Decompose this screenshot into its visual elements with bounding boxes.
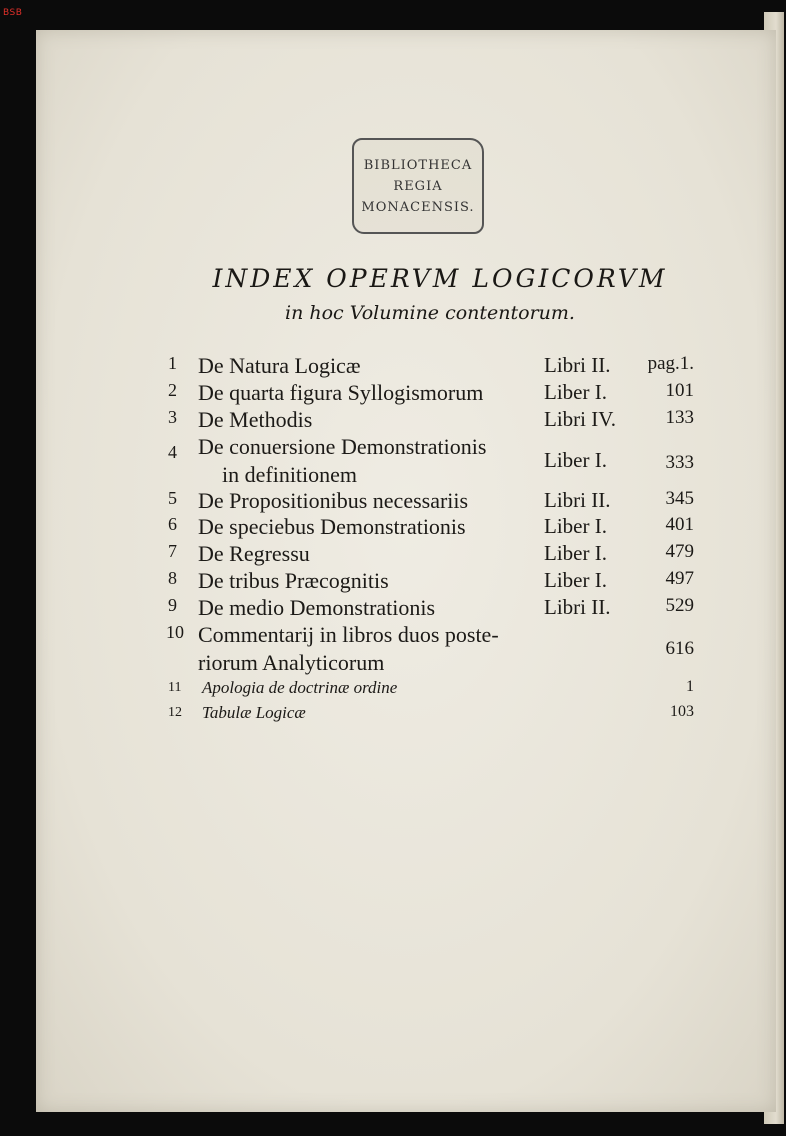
entry-books: Liber I.	[544, 568, 607, 592]
entry-books: Libri II.	[544, 595, 611, 619]
entry-title: De Natura Logicæ	[198, 353, 361, 378]
index-title: INDEX OPERVM LOGICORVM	[212, 264, 668, 293]
bsb-watermark: BSB	[3, 8, 23, 18]
entry-page: 401	[665, 514, 694, 535]
entry-number: 2	[168, 380, 177, 400]
entry-page: 479	[665, 541, 694, 562]
entry-page: 1	[686, 678, 694, 695]
entry-number: 5	[168, 488, 177, 508]
entry-books: Liber I.	[544, 380, 607, 404]
entry-books: Libri IV.	[544, 407, 616, 431]
entry-books: Liber I.	[544, 448, 607, 472]
entry-books: Libri II.	[544, 488, 611, 512]
entry-page: 333	[665, 452, 694, 473]
entry-page: 529	[665, 595, 694, 616]
entry-title: De Regressu	[198, 541, 310, 566]
entry-title-continued: in definitionem	[222, 462, 358, 487]
entry-page: 345	[665, 488, 694, 509]
entry-number: 8	[168, 568, 177, 588]
entry-page: 497	[665, 568, 694, 589]
library-stamp	[352, 138, 484, 234]
entry-number: 3	[168, 407, 177, 427]
entry-books: Liber I.	[544, 541, 607, 565]
entry-title: Commentarij in libros duos poste-	[198, 622, 499, 647]
entry-page: pag.1.	[647, 353, 694, 374]
entry-title: De tribus Præcognitis	[198, 568, 389, 593]
entry-title: De conuersione Demonstrationis	[198, 434, 487, 459]
entry-page: 101	[665, 380, 694, 401]
stamp-line: REGIA	[393, 178, 443, 194]
entry-page: 103	[670, 703, 694, 720]
entry-page: 616	[665, 638, 694, 659]
entry-title: De quarta figura Syllogismorum	[198, 380, 484, 405]
entry-title: De speciebus Demonstrationis	[198, 514, 466, 539]
entry-number: 11	[168, 680, 182, 695]
entry-books: Liber I.	[544, 514, 607, 538]
entry-number: 9	[168, 595, 177, 615]
entry-title: Tabulæ Logicæ	[202, 703, 306, 722]
entry-page: 133	[665, 407, 694, 428]
entry-number: 12	[168, 705, 182, 720]
entry-number: 6	[168, 514, 177, 534]
entry-number: 7	[168, 541, 177, 561]
entry-title: Apologia de doctrinæ ordine	[202, 678, 398, 697]
entry-number: 10	[166, 622, 184, 642]
entry-title-continued: riorum Analyticorum	[198, 650, 385, 675]
entry-books: Libri II.	[544, 353, 611, 377]
entry-number: 1	[168, 353, 177, 373]
stamp-line: BIBLIOTHECA	[363, 157, 473, 173]
entry-title: De Methodis	[198, 407, 313, 432]
entry-title: De medio Demonstrationis	[198, 595, 436, 620]
index-subtitle: in hoc Volumine contentorum.	[285, 302, 575, 324]
entry-number: 4	[168, 442, 177, 462]
stamp-line: MONACENSIS.	[361, 199, 475, 215]
entry-title: De Propositionibus necessariis	[198, 488, 469, 513]
